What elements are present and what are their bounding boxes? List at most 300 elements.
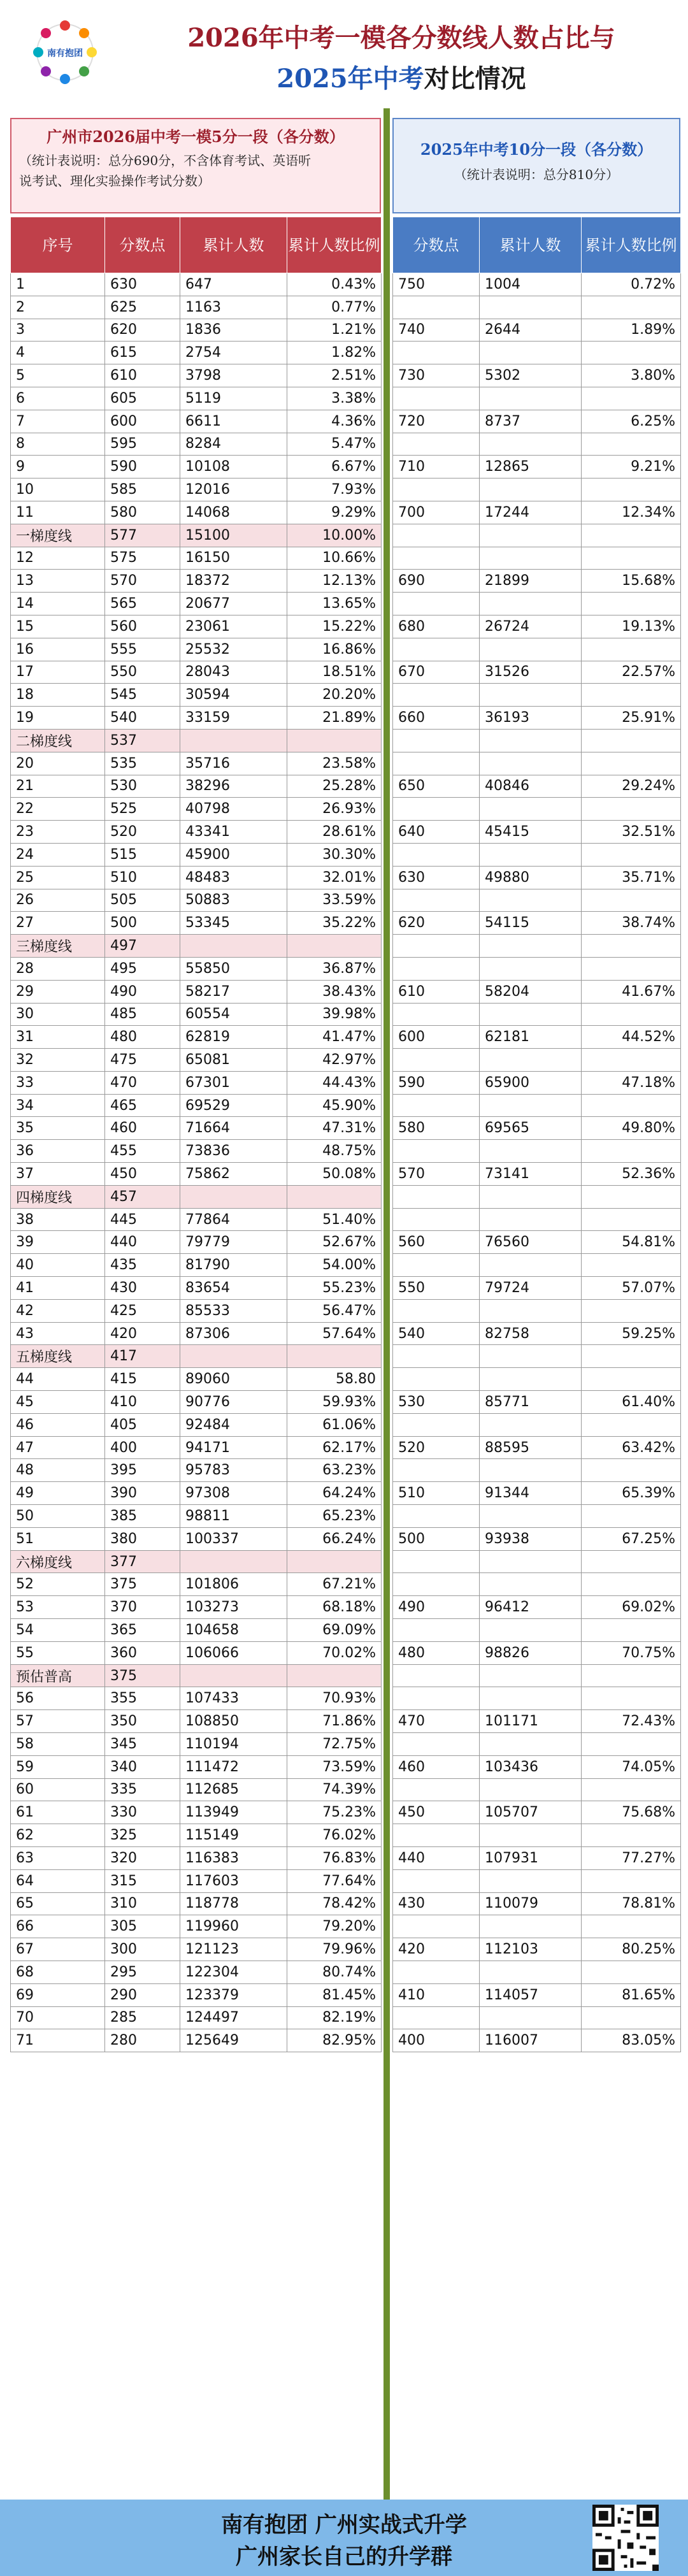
cell-index: 3 bbox=[11, 319, 105, 342]
footer-line-2: 广州家长自己的升学群 bbox=[236, 2544, 452, 2570]
table-2025-body bbox=[393, 273, 681, 2052]
cell-score: 620 bbox=[393, 912, 480, 935]
cell-cumulative bbox=[480, 2006, 582, 2029]
cell-score: 385 bbox=[105, 1505, 180, 1528]
table-2025-row bbox=[393, 1755, 681, 1778]
cell-ratio bbox=[582, 798, 681, 821]
cell-ratio bbox=[287, 1345, 382, 1368]
cell-score bbox=[393, 1664, 480, 1687]
cell-score bbox=[393, 1254, 480, 1277]
cell-index: 58 bbox=[11, 1733, 105, 1756]
cell-cumulative bbox=[480, 593, 582, 615]
cell-ratio: 23.58% bbox=[287, 752, 382, 775]
cell-index: 48 bbox=[11, 1459, 105, 1482]
table-2026-row bbox=[11, 410, 382, 433]
cell-cumulative: 105707 bbox=[480, 1801, 582, 1824]
table-2025-row bbox=[393, 547, 681, 570]
table-2026-row bbox=[11, 1664, 382, 1687]
cell-ratio: 48.75% bbox=[287, 1140, 382, 1163]
table-2025-header-row bbox=[393, 217, 681, 273]
cell-ratio bbox=[582, 1664, 681, 1687]
cell-index: 31 bbox=[11, 1026, 105, 1049]
cell-index: 二梯度线 bbox=[11, 729, 105, 752]
cell-score: 430 bbox=[105, 1277, 180, 1300]
cell-cumulative: 95783 bbox=[180, 1459, 287, 1482]
header bbox=[0, 0, 688, 108]
cell-cumulative bbox=[480, 935, 582, 958]
cell-ratio: 39.98% bbox=[287, 1003, 382, 1026]
cell-cumulative: 58204 bbox=[480, 980, 582, 1003]
table-2026-row bbox=[11, 364, 382, 387]
cell-score: 375 bbox=[105, 1573, 180, 1596]
table-2026-row bbox=[11, 1163, 382, 1186]
cell-ratio bbox=[582, 1505, 681, 1528]
cell-score bbox=[393, 296, 480, 319]
cell-index: 41 bbox=[11, 1277, 105, 1300]
cell-index: 45 bbox=[11, 1391, 105, 1414]
cell-cumulative: 112103 bbox=[480, 1938, 582, 1961]
cell-ratio: 12.13% bbox=[287, 570, 382, 593]
cell-index: 20 bbox=[11, 752, 105, 775]
table-2026-row bbox=[11, 1322, 382, 1345]
table-2026-row bbox=[11, 1983, 382, 2006]
cell-cumulative: 88595 bbox=[480, 1436, 582, 1459]
cell-cumulative: 73141 bbox=[480, 1163, 582, 1186]
cell-score: 520 bbox=[393, 1436, 480, 1459]
cell-ratio: 59.25% bbox=[582, 1322, 681, 1345]
cell-cumulative: 17244 bbox=[480, 501, 582, 524]
cell-index: 43 bbox=[11, 1322, 105, 1345]
table-2025-row bbox=[393, 1368, 681, 1391]
table-2025-row bbox=[393, 1482, 681, 1505]
cell-score: 460 bbox=[393, 1755, 480, 1778]
cell-cumulative: 35716 bbox=[180, 752, 287, 775]
table-2025-row bbox=[393, 1961, 681, 1983]
table-2025 bbox=[392, 217, 681, 2052]
cell-ratio: 66.24% bbox=[287, 1527, 382, 1550]
cell-ratio: 10.66% bbox=[287, 547, 382, 570]
cell-ratio bbox=[582, 296, 681, 319]
table-2025-row bbox=[393, 1619, 681, 1642]
cell-cumulative: 107931 bbox=[480, 1846, 582, 1869]
cell-ratio: 80.74% bbox=[287, 1961, 382, 1983]
cell-index: 14 bbox=[11, 593, 105, 615]
cell-ratio bbox=[287, 1550, 382, 1573]
cell-ratio: 26.93% bbox=[287, 798, 382, 821]
cell-ratio bbox=[582, 1778, 681, 1801]
cell-index: 50 bbox=[11, 1505, 105, 1528]
cell-ratio bbox=[582, 1961, 681, 1983]
cell-score bbox=[393, 1345, 480, 1368]
cell-cumulative: 5119 bbox=[180, 387, 287, 410]
cell-ratio: 16.86% bbox=[287, 638, 382, 661]
cell-cumulative: 2644 bbox=[480, 319, 582, 342]
cell-cumulative: 69565 bbox=[480, 1117, 582, 1140]
cell-score: 377 bbox=[105, 1550, 180, 1573]
cell-cumulative bbox=[480, 1094, 582, 1117]
cell-cumulative: 122304 bbox=[180, 1961, 287, 1983]
cell-score: 295 bbox=[105, 1961, 180, 1983]
cell-cumulative bbox=[480, 433, 582, 456]
cell-index: 26 bbox=[11, 889, 105, 912]
cell-score bbox=[393, 593, 480, 615]
cell-score: 650 bbox=[393, 775, 480, 798]
cell-index: 42 bbox=[11, 1299, 105, 1322]
cell-ratio: 35.22% bbox=[287, 912, 382, 935]
cell-ratio: 58.80 bbox=[287, 1368, 382, 1391]
table-2025-row bbox=[393, 1938, 681, 1961]
cell-ratio bbox=[582, 1824, 681, 1847]
qr-code-icon bbox=[592, 2505, 659, 2571]
cell-cumulative: 16150 bbox=[180, 547, 287, 570]
cell-cumulative bbox=[480, 1687, 582, 1710]
table-2025-row bbox=[393, 479, 681, 501]
cell-ratio: 54.00% bbox=[287, 1254, 382, 1277]
cell-index: 70 bbox=[11, 2006, 105, 2029]
cell-cumulative bbox=[480, 1664, 582, 1687]
header-score: 分数点 bbox=[393, 217, 480, 273]
column-divider bbox=[383, 108, 390, 2500]
cell-cumulative bbox=[480, 1185, 582, 1208]
cell-ratio bbox=[582, 479, 681, 501]
cell-cumulative: 118778 bbox=[180, 1892, 287, 1915]
cell-score bbox=[393, 729, 480, 752]
cell-index: 37 bbox=[11, 1163, 105, 1186]
cell-score: 375 bbox=[105, 1664, 180, 1687]
cell-score: 415 bbox=[105, 1368, 180, 1391]
cell-score: 630 bbox=[393, 866, 480, 889]
cell-score bbox=[393, 752, 480, 775]
cell-ratio: 61.40% bbox=[582, 1391, 681, 1414]
table-2026-row bbox=[11, 1641, 382, 1664]
table-2026-row bbox=[11, 296, 382, 319]
table-2026-row bbox=[11, 1550, 382, 1573]
cell-cumulative: 125649 bbox=[180, 2029, 287, 2052]
table-2026-row bbox=[11, 1505, 382, 1528]
cell-cumulative: 75862 bbox=[180, 1163, 287, 1186]
logo-icon bbox=[27, 14, 103, 90]
table-2025-row bbox=[393, 501, 681, 524]
cell-score bbox=[393, 1208, 480, 1231]
cell-cumulative: 8284 bbox=[180, 433, 287, 456]
cell-score: 370 bbox=[105, 1596, 180, 1619]
cell-ratio: 42.97% bbox=[287, 1049, 382, 1072]
cell-ratio: 78.42% bbox=[287, 1892, 382, 1915]
cell-ratio bbox=[582, 935, 681, 958]
cell-ratio: 54.81% bbox=[582, 1231, 681, 1254]
cell-ratio: 82.95% bbox=[287, 2029, 382, 2052]
table-2026-row bbox=[11, 1345, 382, 1368]
cell-score: 420 bbox=[393, 1938, 480, 1961]
cell-cumulative: 85533 bbox=[180, 1299, 287, 1322]
cell-score: 750 bbox=[393, 273, 480, 296]
cell-score bbox=[393, 1573, 480, 1596]
cell-score bbox=[393, 1778, 480, 1801]
cell-index: 68 bbox=[11, 1961, 105, 1983]
cell-cumulative bbox=[480, 1824, 582, 1847]
cell-ratio: 28.61% bbox=[287, 821, 382, 844]
cell-score: 395 bbox=[105, 1459, 180, 1482]
table-2025-row bbox=[393, 456, 681, 479]
cell-index: 66 bbox=[11, 1915, 105, 1938]
table-2025-row bbox=[393, 342, 681, 364]
cell-index: 33 bbox=[11, 1071, 105, 1094]
table-2026-row bbox=[11, 1208, 382, 1231]
table-2026-row bbox=[11, 456, 382, 479]
cell-cumulative: 91344 bbox=[480, 1482, 582, 1505]
cell-index: 24 bbox=[11, 843, 105, 866]
table-2026-row bbox=[11, 707, 382, 730]
cell-index: 预估普高 bbox=[11, 1664, 105, 1687]
header-ratio: 累计人数比例 bbox=[582, 217, 681, 273]
cell-cumulative bbox=[480, 1345, 582, 1368]
cell-index: 15 bbox=[11, 615, 105, 638]
cell-score: 577 bbox=[105, 524, 180, 547]
cell-score: 710 bbox=[393, 456, 480, 479]
cell-score: 425 bbox=[105, 1299, 180, 1322]
cell-cumulative bbox=[480, 1459, 582, 1482]
table-2026-row bbox=[11, 1619, 382, 1642]
cell-score bbox=[393, 1185, 480, 1208]
table-2026-row bbox=[11, 1459, 382, 1482]
cell-ratio: 57.07% bbox=[582, 1277, 681, 1300]
table-2026-row bbox=[11, 661, 382, 684]
cell-ratio bbox=[582, 752, 681, 775]
table-2026-row bbox=[11, 912, 382, 935]
cell-cumulative: 36193 bbox=[480, 707, 582, 730]
table-2026-row bbox=[11, 433, 382, 456]
cell-cumulative: 45415 bbox=[480, 821, 582, 844]
cell-score bbox=[393, 1733, 480, 1756]
cell-ratio: 1.21% bbox=[287, 319, 382, 342]
cell-cumulative: 53345 bbox=[180, 912, 287, 935]
cell-cumulative: 113949 bbox=[180, 1801, 287, 1824]
cell-score: 290 bbox=[105, 1983, 180, 2006]
cell-index: 51 bbox=[11, 1527, 105, 1550]
table-2026-row bbox=[11, 501, 382, 524]
cell-cumulative: 647 bbox=[180, 273, 287, 296]
right-info-title: 2025年中考10分一段（各分数） bbox=[420, 140, 653, 159]
cell-ratio: 64.24% bbox=[287, 1482, 382, 1505]
cell-ratio: 18.51% bbox=[287, 661, 382, 684]
table-2025-row bbox=[393, 1026, 681, 1049]
cell-score: 630 bbox=[105, 273, 180, 296]
cell-ratio: 51.40% bbox=[287, 1208, 382, 1231]
cell-index: 六梯度线 bbox=[11, 1550, 105, 1573]
table-2025-row bbox=[393, 1710, 681, 1733]
table-2026-row bbox=[11, 889, 382, 912]
cell-cumulative bbox=[480, 479, 582, 501]
cell-score: 450 bbox=[393, 1801, 480, 1824]
cell-index: 38 bbox=[11, 1208, 105, 1231]
cell-score: 445 bbox=[105, 1208, 180, 1231]
cell-score: 580 bbox=[105, 501, 180, 524]
cell-score: 640 bbox=[393, 821, 480, 844]
cell-score: 530 bbox=[105, 775, 180, 798]
cell-score: 560 bbox=[105, 615, 180, 638]
table-2025-row bbox=[393, 364, 681, 387]
cell-cumulative bbox=[180, 1185, 287, 1208]
cell-index: 18 bbox=[11, 684, 105, 707]
cell-cumulative bbox=[480, 1778, 582, 1801]
cell-cumulative: 58217 bbox=[180, 980, 287, 1003]
table-2025-row bbox=[393, 1391, 681, 1414]
cell-score bbox=[393, 387, 480, 410]
table-2025-row bbox=[393, 798, 681, 821]
cell-ratio bbox=[582, 547, 681, 570]
table-2026-row bbox=[11, 1961, 382, 1983]
cell-cumulative bbox=[480, 1573, 582, 1596]
cell-ratio bbox=[582, 1299, 681, 1322]
cell-index: 17 bbox=[11, 661, 105, 684]
cell-score: 740 bbox=[393, 319, 480, 342]
cell-cumulative: 111472 bbox=[180, 1755, 287, 1778]
cell-cumulative bbox=[480, 752, 582, 775]
cell-cumulative: 124497 bbox=[180, 2006, 287, 2029]
cell-score: 280 bbox=[105, 2029, 180, 2052]
cell-score: 510 bbox=[393, 1482, 480, 1505]
table-2025-row bbox=[393, 1778, 681, 1801]
cell-cumulative bbox=[480, 387, 582, 410]
cell-index: 65 bbox=[11, 1892, 105, 1915]
cell-ratio: 62.17% bbox=[287, 1436, 382, 1459]
cell-index: 1 bbox=[11, 273, 105, 296]
cell-score bbox=[393, 524, 480, 547]
cell-ratio bbox=[582, 1049, 681, 1072]
table-2025-row bbox=[393, 319, 681, 342]
table-2025-row bbox=[393, 957, 681, 980]
cell-cumulative: 54115 bbox=[480, 912, 582, 935]
cell-score bbox=[393, 1619, 480, 1642]
cell-score: 540 bbox=[105, 707, 180, 730]
cell-score bbox=[393, 935, 480, 958]
cell-index: 28 bbox=[11, 957, 105, 980]
cell-ratio: 21.89% bbox=[287, 707, 382, 730]
table-2025-row bbox=[393, 1094, 681, 1117]
cell-score: 345 bbox=[105, 1733, 180, 1756]
cell-cumulative: 87306 bbox=[180, 1322, 287, 1345]
page-title-line2 bbox=[127, 59, 675, 95]
cell-ratio: 63.42% bbox=[582, 1436, 681, 1459]
table-2025-row bbox=[393, 1185, 681, 1208]
title-text-a: 年中考一模各分数线人数占比与 bbox=[258, 23, 615, 53]
cell-score: 315 bbox=[105, 1869, 180, 1892]
cell-ratio: 56.47% bbox=[287, 1299, 382, 1322]
table-2026-row bbox=[11, 1778, 382, 1801]
cell-score: 610 bbox=[393, 980, 480, 1003]
table-2026-row bbox=[11, 1231, 382, 1254]
cell-ratio: 36.87% bbox=[287, 957, 382, 980]
cell-ratio bbox=[582, 1208, 681, 1231]
header-cumulative: 累计人数 bbox=[480, 217, 582, 273]
cell-score: 390 bbox=[105, 1482, 180, 1505]
table-2025-row bbox=[393, 1892, 681, 1915]
table-2025-row bbox=[393, 387, 681, 410]
cell-cumulative bbox=[180, 1664, 287, 1687]
cell-cumulative bbox=[480, 1505, 582, 1528]
cell-ratio bbox=[582, 889, 681, 912]
cell-index: 52 bbox=[11, 1573, 105, 1596]
cell-cumulative: 5302 bbox=[480, 364, 582, 387]
cell-index: 16 bbox=[11, 638, 105, 661]
table-2026-row bbox=[11, 1573, 382, 1596]
cell-cumulative: 103436 bbox=[480, 1755, 582, 1778]
table-2025-row bbox=[393, 615, 681, 638]
table-2026-row bbox=[11, 798, 382, 821]
cell-score bbox=[393, 889, 480, 912]
cell-score: 485 bbox=[105, 1003, 180, 1026]
cell-score bbox=[393, 798, 480, 821]
cell-score: 510 bbox=[105, 866, 180, 889]
cell-cumulative: 116007 bbox=[480, 2029, 582, 2052]
cell-ratio: 52.67% bbox=[287, 1231, 382, 1254]
table-2025-row bbox=[393, 1117, 681, 1140]
table-2026-row bbox=[11, 1140, 382, 1163]
cell-cumulative: 79724 bbox=[480, 1277, 582, 1300]
cell-ratio: 4.36% bbox=[287, 410, 382, 433]
cell-ratio bbox=[582, 1869, 681, 1892]
table-2025-row bbox=[393, 1459, 681, 1482]
table-2026-row bbox=[11, 957, 382, 980]
table-2025-row bbox=[393, 1345, 681, 1368]
table-2026-row bbox=[11, 1482, 382, 1505]
table-2026-row bbox=[11, 2029, 382, 2052]
left-info-note-2: 说考试、理化实验操作考试分数） bbox=[19, 173, 210, 189]
cell-index: 12 bbox=[11, 547, 105, 570]
cell-ratio: 72.43% bbox=[582, 1710, 681, 1733]
cell-cumulative: 6611 bbox=[180, 410, 287, 433]
cell-cumulative: 30594 bbox=[180, 684, 287, 707]
cell-ratio bbox=[582, 1368, 681, 1391]
cell-cumulative bbox=[480, 843, 582, 866]
cell-ratio bbox=[287, 1185, 382, 1208]
cell-cumulative: 40798 bbox=[180, 798, 287, 821]
cell-ratio bbox=[287, 935, 382, 958]
cell-ratio: 20.20% bbox=[287, 684, 382, 707]
table-2026-row bbox=[11, 729, 382, 752]
cell-index: 9 bbox=[11, 456, 105, 479]
footer-line-1: 南有抱团 广州实战式升学 bbox=[221, 2512, 467, 2538]
cell-cumulative bbox=[480, 1413, 582, 1436]
cell-score: 465 bbox=[105, 1094, 180, 1117]
cell-score: 430 bbox=[393, 1892, 480, 1915]
cell-cumulative: 101171 bbox=[480, 1710, 582, 1733]
cell-score: 460 bbox=[105, 1117, 180, 1140]
table-2025-row bbox=[393, 524, 681, 547]
cell-score: 680 bbox=[393, 615, 480, 638]
cell-score: 405 bbox=[105, 1413, 180, 1436]
left-info-box bbox=[10, 118, 381, 213]
cell-cumulative: 92484 bbox=[180, 1413, 287, 1436]
cell-score: 570 bbox=[393, 1163, 480, 1186]
cell-cumulative bbox=[480, 1003, 582, 1026]
cell-index: 54 bbox=[11, 1619, 105, 1642]
cell-ratio: 3.38% bbox=[287, 387, 382, 410]
title-year-2026: 2026 bbox=[187, 23, 259, 53]
table-2026-row bbox=[11, 1596, 382, 1619]
cell-ratio: 33.59% bbox=[287, 889, 382, 912]
cell-cumulative bbox=[480, 1368, 582, 1391]
cell-score: 520 bbox=[105, 821, 180, 844]
table-2025-row bbox=[393, 1436, 681, 1459]
cell-index: 21 bbox=[11, 775, 105, 798]
cell-score: 590 bbox=[393, 1071, 480, 1094]
cell-score: 690 bbox=[393, 570, 480, 593]
cell-score: 730 bbox=[393, 364, 480, 387]
table-2026-row bbox=[11, 615, 382, 638]
cell-ratio bbox=[287, 729, 382, 752]
cell-score: 670 bbox=[393, 661, 480, 684]
